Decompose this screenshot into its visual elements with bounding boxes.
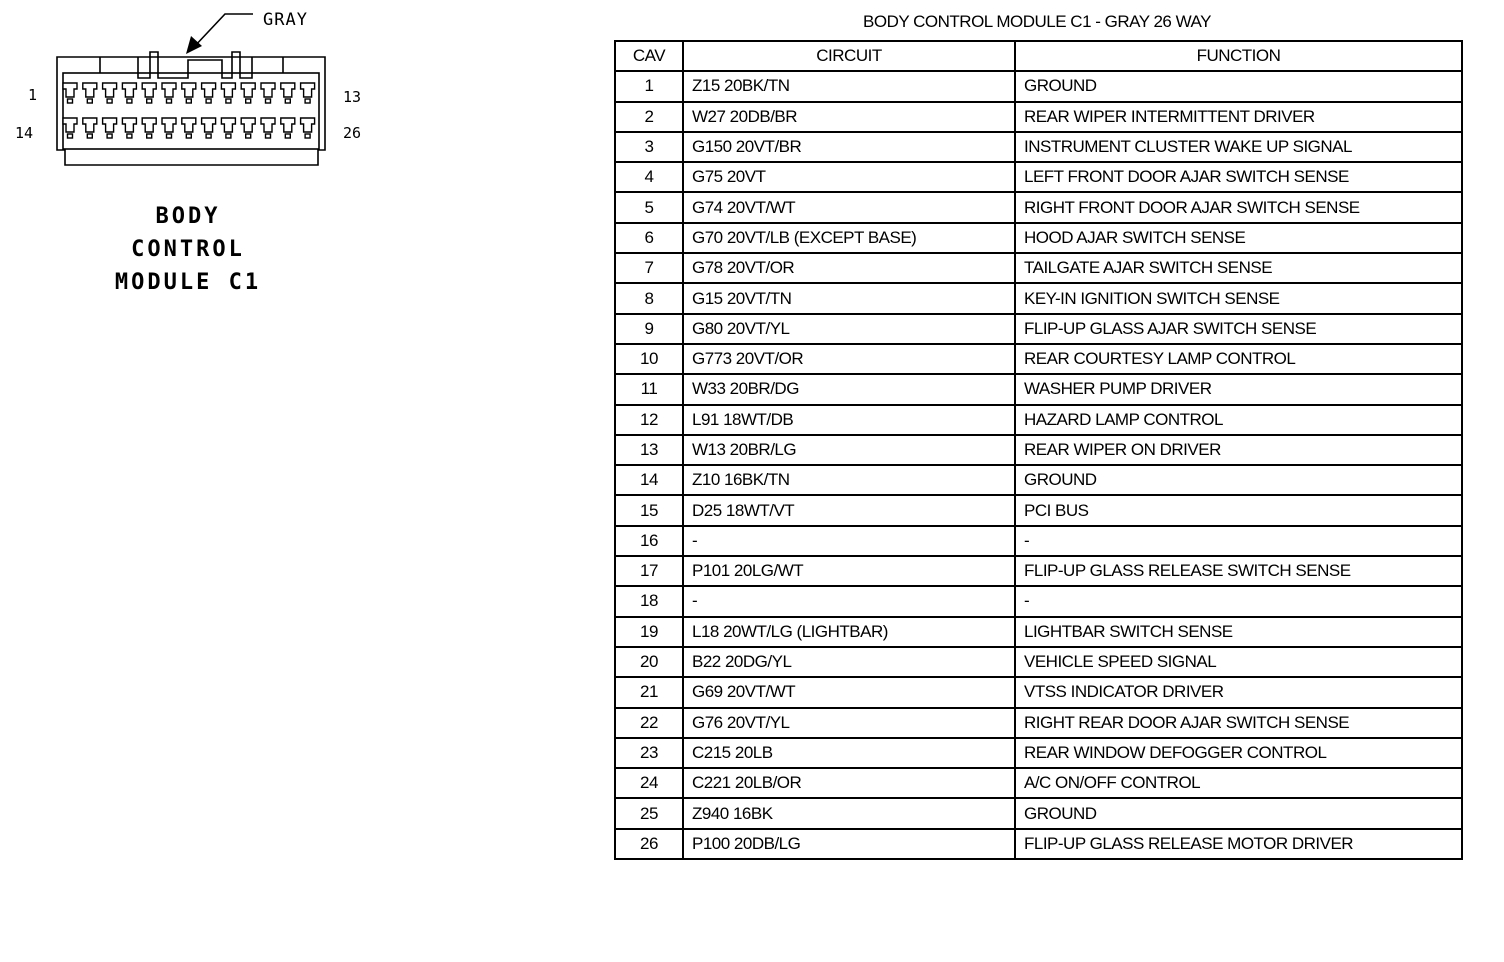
cav-cell: 25 xyxy=(615,798,683,828)
cavity-terminal xyxy=(107,134,112,138)
connector-cavity xyxy=(261,118,275,132)
header-function: FUNCTION xyxy=(1015,41,1462,71)
table-row xyxy=(615,647,1462,677)
cavity-terminal xyxy=(107,99,112,103)
function-cell: A/C ON/OFF CONTROL xyxy=(1015,768,1462,798)
circuit-cell: P101 20LG/WT xyxy=(683,556,1015,586)
circuit-cell: C221 20LB/OR xyxy=(683,768,1015,798)
cav-cell: 1 xyxy=(615,71,683,101)
cavity-terminal xyxy=(206,134,211,138)
cav-cell: 24 xyxy=(615,768,683,798)
cav-cell: 18 xyxy=(615,586,683,616)
function-cell: HOOD AJAR SWITCH SENSE xyxy=(1015,223,1462,253)
cav-cell: 26 xyxy=(615,829,683,859)
function-cell: FLIP-UP GLASS RELEASE MOTOR DRIVER xyxy=(1015,829,1462,859)
table-row xyxy=(615,253,1462,283)
connector-cavity xyxy=(281,118,295,132)
circuit-cell: C215 20LB xyxy=(683,738,1015,768)
function-cell: GROUND xyxy=(1015,71,1462,101)
circuit-cell: G69 20VT/WT xyxy=(683,677,1015,707)
cavity-terminal xyxy=(186,99,191,103)
table-title: BODY CONTROL MODULE C1 - GRAY 26 WAY xyxy=(863,12,1211,31)
connector-cavity xyxy=(83,118,97,132)
circuit-cell: Z15 20BK/TN xyxy=(683,71,1015,101)
cavity-terminal xyxy=(167,99,172,103)
function-cell: KEY-IN IGNITION SWITCH SENSE xyxy=(1015,283,1462,313)
table-row xyxy=(615,283,1462,313)
cavity-terminal xyxy=(266,134,271,138)
cavity-terminal xyxy=(68,99,73,103)
circuit-cell: G70 20VT/LB (EXCEPT BASE) xyxy=(683,223,1015,253)
cavity-terminal xyxy=(147,134,152,138)
connector-color-label: GRAY xyxy=(263,10,308,30)
cav-cell: 8 xyxy=(615,283,683,313)
function-cell: VEHICLE SPEED SIGNAL xyxy=(1015,647,1462,677)
connector-cavity xyxy=(182,118,196,132)
function-cell: LEFT FRONT DOOR AJAR SWITCH SENSE xyxy=(1015,162,1462,192)
connector-cavity xyxy=(103,83,117,97)
connector-cavity xyxy=(122,118,136,132)
pinout-table xyxy=(614,40,1463,860)
circuit-cell: B22 20DG/YL xyxy=(683,647,1015,677)
cavity-terminal xyxy=(87,99,92,103)
circuit-cell: W27 20DB/BR xyxy=(683,102,1015,132)
cav-cell: 14 xyxy=(615,465,683,495)
table-row xyxy=(615,162,1462,192)
cavity-terminal xyxy=(305,99,310,103)
table-row xyxy=(615,677,1462,707)
table-row xyxy=(615,132,1462,162)
table-row xyxy=(615,435,1462,465)
table-row xyxy=(615,374,1462,404)
cav-cell: 7 xyxy=(615,253,683,283)
function-cell: GROUND xyxy=(1015,465,1462,495)
cavity-terminal xyxy=(68,134,73,138)
circuit-cell: G773 20VT/OR xyxy=(683,344,1015,374)
cav-cell: 15 xyxy=(615,495,683,525)
cav-cell: 13 xyxy=(615,435,683,465)
circuit-cell: L91 18WT/DB xyxy=(683,405,1015,435)
connector-cavity xyxy=(301,118,315,132)
table-row xyxy=(615,223,1462,253)
circuit-cell: G15 20VT/TN xyxy=(683,283,1015,313)
pinout-table-body xyxy=(615,71,1462,859)
table-row xyxy=(615,768,1462,798)
cav-cell: 21 xyxy=(615,677,683,707)
table-row xyxy=(615,617,1462,647)
table-row xyxy=(615,526,1462,556)
table-row xyxy=(615,586,1462,616)
connector-cavity xyxy=(162,118,176,132)
cavity-terminal xyxy=(266,99,271,103)
table-row xyxy=(615,465,1462,495)
function-cell: REAR WIPER INTERMITTENT DRIVER xyxy=(1015,102,1462,132)
cavity-terminal xyxy=(206,99,211,103)
circuit-cell: - xyxy=(683,526,1015,556)
circuit-cell: G74 20VT/WT xyxy=(683,192,1015,222)
cavity-terminal xyxy=(226,134,231,138)
connector-cavity xyxy=(103,118,117,132)
connector-cavity xyxy=(221,83,235,97)
connector-cavity xyxy=(162,83,176,97)
module-title-line: BODY xyxy=(155,204,221,229)
module-title xyxy=(88,200,288,299)
connector-cavity xyxy=(301,83,315,97)
cav-cell: 17 xyxy=(615,556,683,586)
function-cell: GROUND xyxy=(1015,798,1462,828)
circuit-cell: P100 20DB/LG xyxy=(683,829,1015,859)
connector-latch xyxy=(138,57,150,78)
cavity-terminal xyxy=(127,134,132,138)
cavity-terminal xyxy=(285,134,290,138)
function-cell: FLIP-UP GLASS RELEASE SWITCH SENSE xyxy=(1015,556,1462,586)
table-row xyxy=(615,556,1462,586)
connector-cavity xyxy=(142,118,156,132)
connector-cavity xyxy=(241,118,255,132)
circuit-cell: G80 20VT/YL xyxy=(683,314,1015,344)
function-cell: VTSS INDICATOR DRIVER xyxy=(1015,677,1462,707)
table-row xyxy=(615,708,1462,738)
table-row xyxy=(615,102,1462,132)
cavity-terminal xyxy=(246,134,251,138)
header-cav: CAV xyxy=(615,41,683,71)
cav-cell: 20 xyxy=(615,647,683,677)
function-cell: RIGHT REAR DOOR AJAR SWITCH SENSE xyxy=(1015,708,1462,738)
circuit-cell: G150 20VT/BR xyxy=(683,132,1015,162)
connector-cavity xyxy=(241,83,255,97)
cavity-terminal xyxy=(167,134,172,138)
function-cell: REAR COURTESY LAMP CONTROL xyxy=(1015,344,1462,374)
table-row xyxy=(615,495,1462,525)
table-row xyxy=(615,798,1462,828)
cav-cell: 5 xyxy=(615,192,683,222)
header-circuit: CIRCUIT xyxy=(683,41,1015,71)
connector-cavity xyxy=(281,83,295,97)
pin-label-last-top: 13 xyxy=(343,88,362,106)
function-cell: TAILGATE AJAR SWITCH SENSE xyxy=(1015,253,1462,283)
circuit-cell: L18 20WT/LG (LIGHTBAR) xyxy=(683,617,1015,647)
cavity-terminal xyxy=(87,134,92,138)
module-title-line: MODULE C1 xyxy=(114,270,262,295)
cav-cell: 3 xyxy=(615,132,683,162)
circuit-cell: - xyxy=(683,586,1015,616)
function-cell: RIGHT FRONT DOOR AJAR SWITCH SENSE xyxy=(1015,192,1462,222)
connector-cavity xyxy=(182,83,196,97)
circuit-cell: Z940 16BK xyxy=(683,798,1015,828)
connector-cavity xyxy=(142,83,156,97)
cav-cell: 22 xyxy=(615,708,683,738)
cav-cell: 11 xyxy=(615,374,683,404)
gray-leader-arrow xyxy=(186,36,202,54)
pin-label-first-top: 1 xyxy=(28,86,38,104)
function-cell: WASHER PUMP DRIVER xyxy=(1015,374,1462,404)
connector-cavity xyxy=(261,83,275,97)
table-row xyxy=(615,192,1462,222)
connector-cavity xyxy=(202,118,216,132)
function-cell: HAZARD LAMP CONTROL xyxy=(1015,405,1462,435)
cavity-terminal xyxy=(285,99,290,103)
function-cell: FLIP-UP GLASS AJAR SWITCH SENSE xyxy=(1015,314,1462,344)
circuit-cell: G75 20VT xyxy=(683,162,1015,192)
table-header-row xyxy=(615,41,1462,71)
cav-cell: 12 xyxy=(615,405,683,435)
function-cell: REAR WINDOW DEFOGGER CONTROL xyxy=(1015,738,1462,768)
table-row xyxy=(615,829,1462,859)
cav-cell: 6 xyxy=(615,223,683,253)
cav-cell: 10 xyxy=(615,344,683,374)
cav-cell: 23 xyxy=(615,738,683,768)
circuit-cell: G78 20VT/OR xyxy=(683,253,1015,283)
function-cell: INSTRUMENT CLUSTER WAKE UP SIGNAL xyxy=(1015,132,1462,162)
connector-cavity xyxy=(63,118,77,132)
table-row xyxy=(615,314,1462,344)
module-title-line: CONTROL xyxy=(131,237,245,262)
function-cell: LIGHTBAR SWITCH SENSE xyxy=(1015,617,1462,647)
circuit-cell: Z10 16BK/TN xyxy=(683,465,1015,495)
connector-diagram xyxy=(0,0,380,180)
connector-cavity xyxy=(122,83,136,97)
cavity-terminal xyxy=(305,134,310,138)
cavity-terminal xyxy=(127,99,132,103)
pin-label-first-bottom: 14 xyxy=(15,124,34,142)
circuit-cell: G76 20VT/YL xyxy=(683,708,1015,738)
connector-cavity xyxy=(221,118,235,132)
connector-cavity xyxy=(83,83,97,97)
cav-cell: 4 xyxy=(615,162,683,192)
cav-cell: 9 xyxy=(615,314,683,344)
pin-label-last-bottom: 26 xyxy=(343,124,362,142)
gray-leader-line xyxy=(193,14,253,48)
connector-cavity xyxy=(63,83,77,97)
circuit-cell: W13 20BR/LG xyxy=(683,435,1015,465)
table-row xyxy=(615,405,1462,435)
circuit-cell: D25 18WT/VT xyxy=(683,495,1015,525)
table-row xyxy=(615,71,1462,101)
function-cell: REAR WIPER ON DRIVER xyxy=(1015,435,1462,465)
cav-cell: 2 xyxy=(615,102,683,132)
cavity-terminal xyxy=(246,99,251,103)
connector-cavity xyxy=(202,83,216,97)
cavity-terminal xyxy=(147,99,152,103)
cavity-terminal xyxy=(226,99,231,103)
cavity-terminal xyxy=(186,134,191,138)
table-row xyxy=(615,344,1462,374)
circuit-cell: W33 20BR/DG xyxy=(683,374,1015,404)
cav-cell: 16 xyxy=(615,526,683,556)
cav-cell: 19 xyxy=(615,617,683,647)
function-cell: - xyxy=(1015,526,1462,556)
cavity-rows xyxy=(63,83,315,138)
function-cell: - xyxy=(1015,586,1462,616)
table-row xyxy=(615,738,1462,768)
function-cell: PCI BUS xyxy=(1015,495,1462,525)
